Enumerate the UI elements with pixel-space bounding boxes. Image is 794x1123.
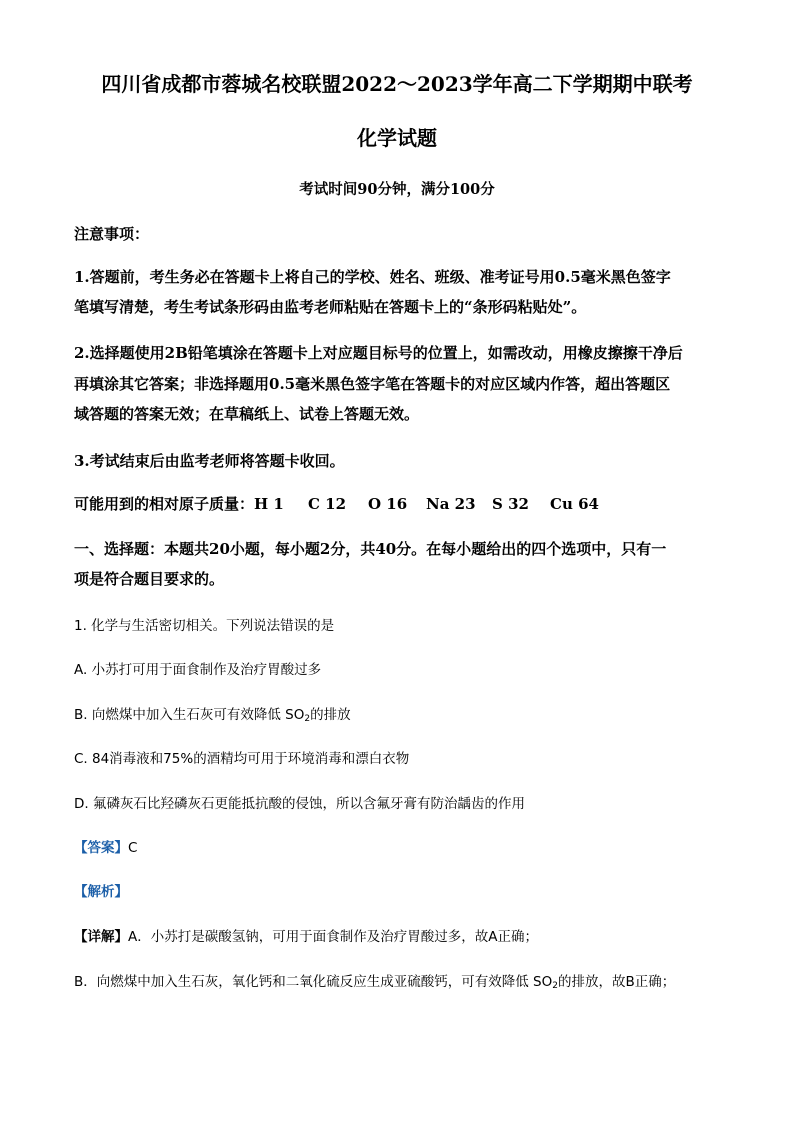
answer-tag: 【答案】 <box>74 840 128 856</box>
option-b-text: B. 向燃煤中加入生石灰可有效降低 SO <box>74 707 305 723</box>
notice-item-3: 3.考试结束后由监考老师将答题卡收回。 <box>74 452 345 470</box>
detail-b-text: B．向燃煤中加入生石灰，氧化钙和二氧化硫反应生成亚硫酸钙，可有效降低 SO <box>74 974 553 990</box>
detail-line-b <box>74 970 675 991</box>
question-1-option-d: D. 氟磷灰石比羟磷灰石更能抵抗酸的侵蚀，所以含氟牙膏有防治龋齿的作用 <box>74 796 525 812</box>
subject-title: 化学试题 <box>357 126 437 150</box>
question-1-option-b <box>74 703 351 724</box>
detail-line-a <box>74 925 538 945</box>
detail-b-subscript: 2 <box>552 981 558 991</box>
notice-item-2-line-1: 2.选择题使用2B铅笔填涂在答题卡上对应题目标号的位置上，如需改动，用橡皮擦擦干净后 <box>74 344 683 362</box>
notice-item-1-line-2: 笔填写清楚，考生考试条形码由监考老师粘贴在答题卡上的“条形码粘贴处”。 <box>74 298 587 316</box>
question-1-stem: 1. 化学与生活密切相关。下列说法错误的是 <box>74 618 335 634</box>
notice-heading: 注意事项： <box>74 225 150 243</box>
atomic-mass-item: C 12 <box>308 495 347 513</box>
exam-info: 考试时间90分钟，满分100分 <box>299 181 495 198</box>
atomic-mass-item: Cu 64 <box>550 495 599 513</box>
notice-item-2-line-2: 再填涂其它答案；非选择题用0.5毫米黑色签字笔在答题卡的对应区域内作答，超出答题区 <box>74 375 671 393</box>
atomic-mass-item: H 1 <box>254 495 284 513</box>
section-1-heading-line-1: 一、选择题：本题共20小题，每小题2分，共40分。在每小题给出的四个选项中，只有一 <box>74 540 667 558</box>
document-title: 四川省成都市蓉城名校联盟2022～2023学年高二下学期期中联考 <box>101 72 693 96</box>
analysis-tag: 【解析】 <box>74 884 128 900</box>
answer-line <box>74 836 137 856</box>
notice-item-2-line-3: 域答题的答案无效；在草稿纸上、试卷上答题无效。 <box>74 405 420 423</box>
detail-b-text-end: 的排放，故B正确； <box>557 974 676 990</box>
atomic-masses-line <box>74 493 599 514</box>
detail-a-text: A．小苏打是碳酸氢钠，可用于面食制作及治疗胃酸过多，故A正确； <box>128 929 538 945</box>
atomic-mass-item: S 32 <box>492 495 529 513</box>
notice-item-1-line-1: 1.答题前，考生务必在答题卡上将自己的学校、姓名、班级、准考证号用0.5毫米黑色签字 <box>74 268 671 286</box>
analysis-line <box>74 880 128 900</box>
section-1-heading-line-2: 项是符合题目要求的。 <box>74 570 225 588</box>
detail-tag: 【详解】 <box>74 929 128 945</box>
question-1-option-c: C. 84消毒液和75%的酒精均可用于环境消毒和漂白衣物 <box>74 751 410 767</box>
option-b-text-end: 的排放 <box>310 707 351 723</box>
atomic-mass-item: Na 23 <box>426 495 476 513</box>
question-1-option-a: A. 小苏打可用于面食制作及治疗胃酸过多 <box>74 662 322 678</box>
atomic-mass-item: O 16 <box>368 495 408 513</box>
atomic-masses-label: 可能用到的相对原子质量： <box>74 495 255 513</box>
option-b-subscript: 2 <box>304 714 311 724</box>
answer-value: C <box>128 840 138 856</box>
